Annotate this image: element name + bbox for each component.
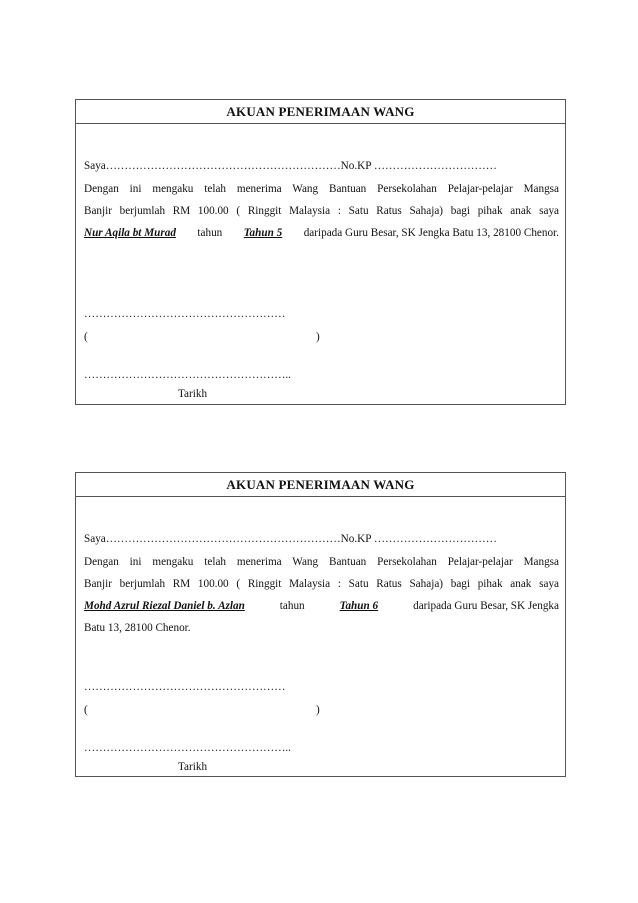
declaration-line-1: Dengan ini mengaku telah menerima Wang Bantuan Persekolahan Pelajar-pelajar Mangsa bbox=[84, 183, 559, 195]
declaration-line-1: Dengan ini mengaku telah menerima Wang Bantuan Persekolahan Pelajar-pelajar Mangsa bbox=[84, 556, 559, 568]
declaration-rest: daripada Guru Besar, SK Jengka Batu 13, 28100 Chenor. bbox=[303, 227, 559, 239]
name-ic-line: Saya………………………………………………………No.KP …………………………… bbox=[84, 533, 497, 545]
receipt-form-1 bbox=[75, 99, 566, 405]
student-year: Tahun 6 bbox=[339, 600, 379, 612]
receipt-form-2 bbox=[75, 472, 566, 777]
date-label: Tarikh bbox=[178, 388, 208, 400]
close-bracket: ) bbox=[316, 704, 320, 716]
signature-line: ……………………………………………… bbox=[84, 681, 286, 693]
open-bracket: ( bbox=[84, 331, 88, 343]
signature-line: ……………………………………………… bbox=[84, 308, 286, 320]
declaration-line-3 bbox=[84, 227, 559, 239]
open-bracket: ( bbox=[84, 704, 88, 716]
student-name: Mohd Azrul Riezal Daniel b. Azlan bbox=[84, 600, 245, 612]
form-title: AKUAN PENERIMAAN WANG bbox=[76, 473, 565, 497]
date-label: Tarikh bbox=[178, 761, 208, 773]
name-ic-line: Saya………………………………………………………No.KP …………………………… bbox=[84, 160, 497, 172]
student-name: Nur Aqila bt Murad bbox=[84, 227, 176, 239]
declaration-line-2: Banjir berjumlah RM 100.00 ( Ringgit Malaysia : Satu Ratus Sahaja) bagi pihak anak saya bbox=[84, 205, 559, 217]
declaration-line-3 bbox=[84, 600, 559, 612]
form-title: AKUAN PENERIMAAN WANG bbox=[76, 100, 565, 124]
declaration-line-4: Batu 13, 28100 Chenor. bbox=[84, 622, 191, 634]
close-bracket: ) bbox=[316, 331, 320, 343]
date-line: ……………………………………………….. bbox=[84, 369, 291, 381]
declaration-line-2: Banjir berjumlah RM 100.00 ( Ringgit Malaysia : Satu Ratus Sahaja) bagi pihak anak saya bbox=[84, 578, 559, 590]
date-line: ……………………………………………….. bbox=[84, 742, 291, 754]
tahun-word: tahun bbox=[197, 227, 223, 239]
tahun-word: tahun bbox=[279, 600, 305, 612]
student-year: Tahun 5 bbox=[243, 227, 283, 239]
declaration-rest: daripada Guru Besar, SK Jengka bbox=[413, 600, 559, 612]
